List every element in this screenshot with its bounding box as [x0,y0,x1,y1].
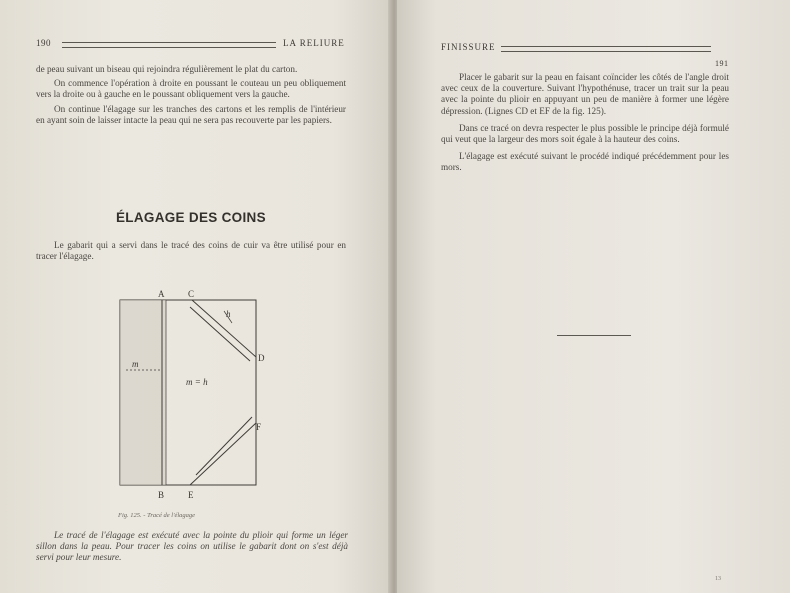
label-a: A [158,289,165,299]
left-paragraph-2: On commence l'opération à droite en poussant le couteau un peu obliquement vers la droite ou à gauche en le poussant obliquement vers la gauche. [36,78,346,100]
signature-mark: 13 [715,576,721,582]
label-f: F [256,422,262,432]
label-c: C [188,289,195,299]
left-body-text [36,64,346,126]
label-m: m [132,359,139,369]
left-paragraph-1: de peau suivant un biseau qui rejoindra régulièrement le plat du carton. [36,64,298,74]
figure-shaded-spine [120,300,166,485]
line-cd [192,300,256,357]
right-paragraph-3: L'élagage est exécuté suivant le procédé indiqué précédemment pour les mors. [441,151,729,173]
label-h-small: h [226,309,231,319]
right-header-rule [501,46,711,52]
line-cd-inner [190,307,250,361]
left-page [0,0,392,593]
figure-caption: Fig. 125. - Tracé de l'élagage [118,512,196,519]
line-ef-inner [196,417,252,475]
right-body-text [441,72,729,174]
closing-text [36,530,348,564]
right-page-number: 191 [715,59,729,68]
closing-paragraph: Le tracé de l'élagage est exécuté avec la pointe du plioir qui forme un léger sillon dans la peau. Pour tracer les coins on utilise le gabarit dont on s'est déjà servi pour leur mesure. [36,530,348,563]
left-page-number: 190 [36,38,51,48]
right-page [397,0,790,593]
figure-125 [110,285,280,505]
right-paragraph-2: Dans ce tracé on devra respecter le plus possible le principe déjà formulé qui veut que la largeur des mors soit égale à la hauteur des coins. [441,122,729,145]
section-title: ÉLAGAGE DES COINS [116,210,266,225]
end-rule [557,335,631,336]
label-m-equals-h: m = h [186,377,208,387]
right-running-head: FINISSURE [441,42,496,52]
label-e: E [188,490,194,500]
left-header-rule [62,42,276,48]
label-b: B [158,490,165,500]
section-intro [36,240,346,262]
line-ef [190,423,256,485]
section-intro-text: Le gabarit qui a servi dans le tracé des coins de cuir va être utilisé pour en tracer l'élagage. [36,240,346,262]
right-paragraph-1: Placer le gabarit sur la peau en faisant coïncider les côtés de l'angle droit avec ceux de la couverture. Suivant l'hypothénuse, tracer un trait sur la peau avec la pointe du plioir en appuyant un peu de manière à former une légère dépression. (Lignes CD et EF de la fig. 125). [441,72,729,116]
left-paragraph-3: On continue l'élagage sur les tranches des cartons et les remplis de l'intérieur en ayant soin de laisser intacte la peau qui ne sera pas recouverte par les papiers. [36,103,346,125]
left-running-head: LA RELIURE [283,38,345,48]
label-d: D [258,353,265,363]
